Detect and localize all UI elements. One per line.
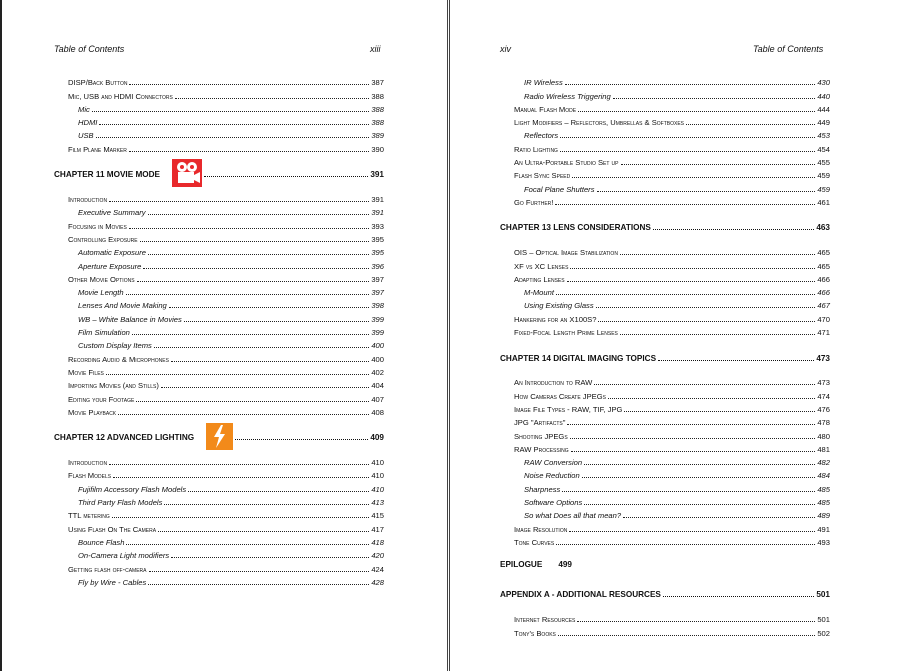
- dot-leader: [555, 203, 815, 205]
- dot-leader: [169, 306, 370, 308]
- entry-title: Custom Display Items: [78, 341, 152, 351]
- dot-leader: [570, 437, 816, 439]
- dot-leader: [149, 570, 370, 572]
- entry-page-number: 478: [817, 418, 830, 428]
- chapter-heading[interactable]: [500, 586, 830, 604]
- toc-entry[interactable]: [54, 350, 384, 363]
- entry-page-number: 455: [817, 158, 830, 168]
- entry-title: Software Options: [524, 498, 583, 508]
- dot-leader: [558, 634, 815, 636]
- entry-page-number: 398: [371, 301, 384, 311]
- entry-title: RAW Conversion: [524, 458, 583, 468]
- dot-leader: [584, 503, 815, 505]
- entry-title: Tone Curves: [514, 537, 555, 547]
- toc-entry[interactable]: [54, 547, 384, 560]
- entry-page-number: 489: [817, 511, 830, 521]
- toc-entry[interactable]: [500, 271, 830, 284]
- entry-title: CHAPTER 13 LENS CONSIDERATIONS: [500, 223, 651, 233]
- entry-page-number: 473: [817, 378, 830, 388]
- toc-entry[interactable]: [500, 480, 830, 493]
- dot-leader: [188, 490, 369, 492]
- toc-entry[interactable]: [54, 127, 384, 140]
- dot-leader: [175, 97, 370, 99]
- toc-entry[interactable]: [500, 74, 830, 87]
- entry-page-number: 420: [371, 551, 384, 561]
- entry-page-number: 391: [370, 170, 384, 180]
- toc-entry[interactable]: [54, 494, 384, 507]
- entry-title: HDMI: [78, 118, 98, 128]
- entry-title: OIS – Optical Image Stabilization: [514, 248, 618, 258]
- dot-leader: [572, 176, 815, 178]
- entry-page-number: 471: [817, 328, 830, 338]
- entry-title: DISP/Back Button: [68, 78, 128, 88]
- entry-title: Film Plane Marker: [68, 144, 127, 154]
- entry-page-number: 407: [371, 394, 384, 404]
- toc-entry[interactable]: [500, 310, 830, 323]
- entry-page-number: 395: [371, 248, 384, 258]
- toc-entry[interactable]: [54, 244, 384, 257]
- entry-title: RAW Processing: [514, 444, 569, 454]
- entry-page-number: 400: [371, 341, 384, 351]
- entry-page-number: 465: [817, 248, 830, 258]
- entry-title: M-Mount: [524, 288, 554, 298]
- table-of-contents-left: [54, 74, 384, 587]
- toc-entry[interactable]: [54, 297, 384, 310]
- toc-entry[interactable]: [54, 324, 384, 337]
- toc-entry[interactable]: [54, 191, 384, 204]
- dot-leader: [562, 490, 815, 492]
- toc-entry[interactable]: [500, 257, 830, 270]
- toc-entry[interactable]: [54, 101, 384, 114]
- entry-title: IR Wireless: [524, 78, 563, 88]
- dot-leader: [148, 583, 369, 585]
- toc-entry[interactable]: [500, 284, 830, 297]
- entry-page-number: 491: [817, 524, 830, 534]
- toc-entry[interactable]: [500, 180, 830, 193]
- entry-title: Mic, USB and HDMI Connectors: [68, 91, 173, 101]
- entry-title: Light Modifiers – Reflectors, Umbrellas & Softboxes: [514, 118, 685, 128]
- dot-leader: [109, 200, 369, 202]
- toc-entry[interactable]: [500, 194, 830, 207]
- entry-title: Importing Movies (and Stills): [68, 381, 159, 391]
- entry-title: CHAPTER 14 DIGITAL IMAGING TOPICS: [500, 353, 657, 363]
- toc-entry[interactable]: [54, 404, 384, 417]
- chapter-heading[interactable]: [500, 219, 830, 237]
- toc-entry[interactable]: [500, 401, 830, 414]
- chapter-heading[interactable]: [500, 349, 830, 367]
- entry-title: Fly by Wire - Cables: [78, 577, 147, 587]
- toc-entry[interactable]: [54, 114, 384, 127]
- toc-entry[interactable]: [54, 377, 384, 390]
- entry-page-number: 476: [817, 404, 830, 414]
- entry-title: Focusing in Movies: [68, 221, 127, 231]
- entry-page-number: 502: [817, 628, 830, 638]
- dot-leader: [164, 503, 369, 505]
- dot-leader: [235, 438, 368, 440]
- entry-page-number: 399: [371, 328, 384, 338]
- entry-title: Adapting Lenses: [514, 274, 565, 284]
- toc-entry[interactable]: [500, 387, 830, 400]
- entry-page-number: 499: [558, 560, 572, 570]
- entry-page-number: 410: [371, 471, 384, 481]
- dot-leader: [106, 373, 369, 375]
- entry-page-number: 463: [816, 223, 830, 233]
- entry-title: Using Existing Glass: [524, 301, 594, 311]
- entry-title: So what Does all that mean?: [524, 511, 622, 521]
- entry-title: Sharpness: [524, 484, 561, 494]
- entry-page-number: 424: [371, 564, 384, 574]
- entry-title: An Introduction to RAW: [514, 378, 593, 388]
- dot-leader: [126, 293, 370, 295]
- entry-title: Aperture Exposure: [78, 261, 142, 271]
- toc-entry[interactable]: [54, 231, 384, 244]
- dot-leader: [137, 280, 370, 282]
- dot-leader: [560, 136, 815, 138]
- dot-leader: [620, 253, 815, 255]
- entry-title: Manual Flash Mode: [514, 104, 577, 114]
- flash-icon: [206, 423, 233, 450]
- dot-leader: [96, 136, 370, 138]
- entry-title: Movie Length: [78, 288, 124, 298]
- toc-entry[interactable]: [500, 441, 830, 454]
- toc-entry[interactable]: [54, 520, 384, 533]
- entry-page-number: 461: [817, 197, 830, 207]
- movie-camera-icon: [172, 159, 202, 187]
- dot-leader: [109, 463, 369, 465]
- entry-title: CHAPTER 11 MOVIE MODE: [54, 170, 161, 180]
- toc-entry[interactable]: [54, 257, 384, 270]
- dot-leader: [132, 333, 369, 335]
- toc-entry[interactable]: [54, 217, 384, 230]
- entry-title: Movie Files: [68, 367, 104, 377]
- dot-leader: [171, 360, 369, 362]
- dot-leader: [148, 213, 370, 215]
- dot-leader: [653, 228, 814, 230]
- entry-title: Tony's Books: [514, 628, 556, 638]
- dot-leader: [126, 543, 369, 545]
- toc-entry[interactable]: [500, 414, 830, 427]
- toc-entry[interactable]: [54, 337, 384, 350]
- dot-leader: [598, 320, 815, 322]
- toc-entry[interactable]: [500, 507, 830, 520]
- entry-page-number: 387: [371, 78, 384, 88]
- dot-leader: [92, 110, 370, 112]
- entry-page-number: 390: [371, 144, 384, 154]
- page-number-header: xiv: [500, 44, 511, 54]
- dot-leader: [608, 397, 815, 399]
- entry-page-number: 470: [817, 314, 830, 324]
- entry-title: Bounce Flash: [78, 537, 125, 547]
- dot-leader: [171, 556, 369, 558]
- toc-entry[interactable]: [54, 74, 384, 87]
- dot-leader: [112, 516, 370, 518]
- entry-page-number: 459: [817, 184, 830, 194]
- dot-leader: [560, 150, 815, 152]
- entry-page-number: 440: [817, 91, 830, 101]
- entry-page-number: 484: [817, 471, 830, 481]
- dot-leader: [578, 110, 815, 112]
- entry-page-number: 493: [817, 537, 830, 547]
- entry-title: Lenses And Movie Making: [78, 301, 167, 311]
- dot-leader: [556, 293, 815, 295]
- entry-title: Go Further!: [514, 197, 554, 207]
- entry-title: Executive Summary: [78, 208, 146, 218]
- dot-leader: [596, 306, 816, 308]
- entry-title: APPENDIX A - ADDITIONAL RESOURCES: [500, 590, 661, 600]
- dot-leader: [577, 620, 815, 622]
- toc-entry[interactable]: [500, 374, 830, 387]
- toc-entry[interactable]: [54, 534, 384, 547]
- toc-entry[interactable]: [54, 87, 384, 100]
- entry-title: USB: [78, 131, 94, 141]
- toc-entry[interactable]: [54, 574, 384, 587]
- entry-page-number: 459: [817, 171, 830, 181]
- entry-page-number: 415: [371, 511, 384, 521]
- entry-page-number: 391: [371, 208, 384, 218]
- entry-title: Mic: [78, 104, 90, 114]
- entry-title: Internet Resources: [514, 615, 576, 625]
- dot-leader: [565, 83, 816, 85]
- entry-page-number: 417: [371, 524, 384, 534]
- running-header-title: Table of Contents: [54, 44, 125, 54]
- toc-entry[interactable]: [500, 427, 830, 440]
- entry-page-number: 388: [371, 104, 384, 114]
- toc-entry[interactable]: [500, 454, 830, 467]
- dot-leader: [129, 150, 369, 152]
- dot-leader: [569, 530, 815, 532]
- entry-title: JPG "Artifacts": [514, 418, 566, 428]
- entry-title: Recording Audio & Microphones: [68, 354, 169, 364]
- entry-page-number: 444: [817, 104, 830, 114]
- table-of-contents-right: [500, 74, 830, 638]
- entry-page-number: 413: [371, 498, 384, 508]
- dot-leader: [584, 463, 815, 465]
- dot-leader: [658, 359, 814, 361]
- toc-entry[interactable]: [54, 507, 384, 520]
- dot-leader: [129, 83, 369, 85]
- entry-page-number: 453: [817, 131, 830, 141]
- dot-leader: [570, 267, 815, 269]
- entry-page-number: 402: [371, 367, 384, 377]
- dot-leader: [567, 423, 815, 425]
- entry-title: Focal Plane Shutters: [524, 184, 595, 194]
- dot-leader: [204, 175, 368, 177]
- right-page: [449, 0, 897, 671]
- entry-page-number: 482: [817, 458, 830, 468]
- toc-entry[interactable]: [500, 494, 830, 507]
- entry-title: Shooting JPEGs: [514, 431, 568, 441]
- toc-entry[interactable]: [54, 284, 384, 297]
- entry-page-number: 474: [817, 391, 830, 401]
- entry-title: Fujifilm Accessory Flash Models: [78, 484, 187, 494]
- entry-page-number: 409: [370, 433, 384, 443]
- entry-title: Using Flash On The Camera: [68, 524, 157, 534]
- toc-entry[interactable]: [54, 204, 384, 217]
- entry-title: Fixed-Focal Length Prime Lenses: [514, 328, 618, 338]
- dot-leader: [184, 320, 370, 322]
- left-page: [0, 0, 448, 671]
- dot-leader: [158, 530, 369, 532]
- dot-leader: [594, 383, 815, 385]
- entry-page-number: 397: [371, 288, 384, 298]
- entry-page-number: 400: [371, 354, 384, 364]
- dot-leader: [571, 450, 816, 452]
- toc-entry[interactable]: [500, 534, 830, 547]
- entry-page-number: 391: [371, 195, 384, 205]
- entry-title: TTL metering: [68, 511, 110, 521]
- entry-page-number: 393: [371, 221, 384, 231]
- dot-leader: [118, 413, 369, 415]
- entry-page-number: 388: [371, 118, 384, 128]
- toc-entry[interactable]: [500, 624, 830, 637]
- entry-page-number: 410: [371, 458, 384, 468]
- entry-title: Reflectors: [524, 131, 559, 141]
- entry-title: How Cameras Create JPEGs: [514, 391, 606, 401]
- chapter-heading[interactable]: [54, 429, 384, 447]
- dot-leader: [663, 595, 814, 597]
- entry-title: Radio Wireless Triggering: [524, 91, 611, 101]
- dot-leader: [582, 476, 816, 478]
- entry-page-number: 410: [371, 484, 384, 494]
- toc-entry[interactable]: [54, 467, 384, 480]
- toc-entry[interactable]: [500, 324, 830, 337]
- toc-entry[interactable]: [54, 310, 384, 323]
- dot-leader: [567, 280, 816, 282]
- entry-page-number: 388: [371, 91, 384, 101]
- dot-leader: [148, 253, 369, 255]
- entry-title: CHAPTER 12 ADVANCED LIGHTING: [54, 433, 195, 443]
- page-number-header: xiii: [370, 44, 381, 54]
- entry-page-number: 397: [371, 274, 384, 284]
- toc-entry[interactable]: [54, 560, 384, 573]
- entry-page-number: 485: [817, 498, 830, 508]
- entry-page-number: 480: [817, 431, 830, 441]
- entry-title: WB – White Balance in Movies: [78, 314, 182, 324]
- toc-entry[interactable]: [500, 244, 830, 257]
- entry-title: Hankering for an X100S?: [514, 314, 597, 324]
- entry-title: Getting flash off-camera: [68, 564, 147, 574]
- toc-entry[interactable]: [500, 127, 830, 140]
- entry-title: Movie Playback: [68, 407, 117, 417]
- entry-title: EPILOGUE: [500, 560, 543, 570]
- entry-page-number: 485: [817, 484, 830, 494]
- dot-leader: [624, 410, 815, 412]
- entry-page-number: 466: [817, 274, 830, 284]
- dot-leader: [136, 400, 369, 402]
- toc-entry[interactable]: [500, 101, 830, 114]
- entry-page-number: 428: [371, 577, 384, 587]
- entry-title: Noise Reduction: [524, 471, 580, 481]
- entry-page-number: 449: [817, 118, 830, 128]
- entry-page-number: 465: [817, 261, 830, 271]
- entry-title: Image Resolution: [514, 524, 568, 534]
- entry-title: Controlling Exposure: [68, 234, 138, 244]
- toc-entry[interactable]: [500, 297, 830, 310]
- dot-leader: [623, 516, 815, 518]
- dot-leader: [99, 123, 369, 125]
- chapter-heading[interactable]: [54, 166, 384, 184]
- entry-title: Film Simulation: [78, 328, 130, 338]
- entry-page-number: 395: [371, 234, 384, 244]
- toc-entry[interactable]: [500, 467, 830, 480]
- dot-leader: [113, 476, 369, 478]
- dot-leader: [154, 346, 369, 348]
- entry-title: Editing your Footage: [68, 394, 135, 404]
- dot-leader: [613, 97, 816, 99]
- entry-page-number: 466: [817, 288, 830, 298]
- dot-leader: [556, 543, 815, 545]
- entry-title: Ratio Lighting: [514, 144, 558, 154]
- entry-page-number: 454: [817, 144, 830, 154]
- entry-title: Other Movie Options: [68, 274, 135, 284]
- entry-page-number: 501: [817, 615, 830, 625]
- epilogue-heading[interactable]: [500, 556, 830, 574]
- entry-title: An Ultra-Portable Studio Set up: [514, 158, 619, 168]
- entry-page-number: 396: [371, 261, 384, 271]
- toc-entry[interactable]: [500, 611, 830, 624]
- entry-page-number: 399: [371, 314, 384, 324]
- toc-entry[interactable]: [500, 140, 830, 153]
- toc-entry[interactable]: [54, 364, 384, 377]
- toc-entry[interactable]: [54, 390, 384, 403]
- entry-title: Introduction: [68, 195, 108, 205]
- toc-entry[interactable]: [500, 87, 830, 100]
- entry-page-number: 467: [817, 301, 830, 311]
- toc-entry[interactable]: [500, 154, 830, 167]
- entry-page-number: 473: [816, 353, 830, 363]
- toc-entry[interactable]: [54, 454, 384, 467]
- entry-page-number: 501: [816, 590, 830, 600]
- entry-page-number: 389: [371, 131, 384, 141]
- entry-page-number: 418: [371, 537, 384, 547]
- entry-page-number: 430: [817, 78, 830, 88]
- entry-title: Third Party Flash Models: [78, 498, 163, 508]
- dot-leader: [161, 386, 369, 388]
- entry-page-number: 481: [817, 444, 830, 454]
- dot-leader: [621, 163, 816, 165]
- entry-title: Automatic Exposure: [78, 248, 146, 258]
- entry-page-number: 408: [371, 407, 384, 417]
- toc-entry[interactable]: [500, 520, 830, 533]
- toc-entry[interactable]: [54, 140, 384, 153]
- entry-title: Flash Sync Speed: [514, 171, 571, 181]
- entry-title: Flash Models: [68, 471, 112, 481]
- entry-title: XF vs XC Lenses: [514, 261, 569, 271]
- dot-leader: [129, 227, 370, 229]
- dot-leader: [620, 333, 815, 335]
- running-header-title: Table of Contents: [753, 44, 824, 54]
- toc-entry[interactable]: [54, 480, 384, 493]
- dot-leader: [140, 240, 370, 242]
- entry-title: Image File Types - RAW, TIF, JPG: [514, 404, 623, 414]
- dot-leader: [597, 190, 816, 192]
- toc-entry[interactable]: [500, 167, 830, 180]
- entry-page-number: 404: [371, 381, 384, 391]
- entry-title: On-Camera Light modifiers: [78, 551, 170, 561]
- dot-leader: [686, 123, 815, 125]
- toc-entry[interactable]: [500, 114, 830, 127]
- toc-entry[interactable]: [54, 271, 384, 284]
- dot-leader: [143, 267, 369, 269]
- entry-title: Introduction: [68, 458, 108, 468]
